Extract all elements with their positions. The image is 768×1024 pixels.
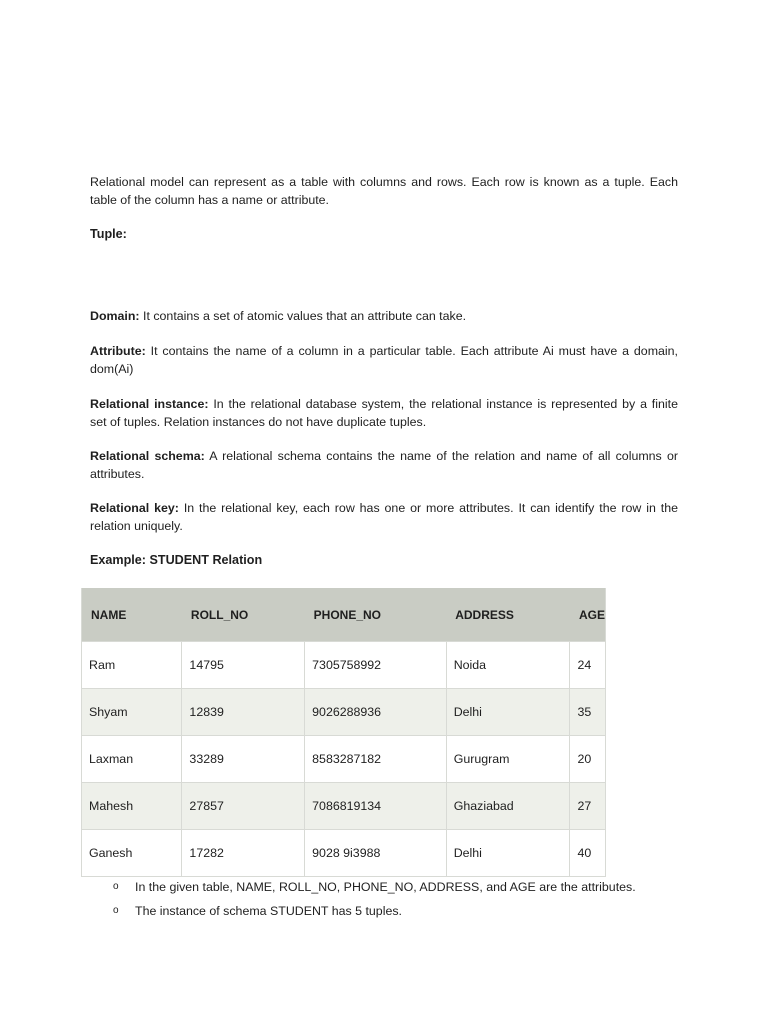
table-row	[82, 830, 606, 877]
table-row	[82, 783, 606, 830]
student-table	[81, 588, 606, 877]
bullet-text: The instance of schema STUDENT has 5 tuples.	[135, 904, 402, 918]
cell-roll-no: 12839	[182, 689, 305, 736]
domain-text: It contains a set of atomic values that an attribute can take.	[139, 309, 467, 323]
relational-schema-text: A relational schema contains the name of the relation and name of all columns or attributes.	[90, 449, 678, 481]
attribute-text: It contains the name of a column in a particular table. Each attribute Ai must have a domain, dom(Ai)	[90, 344, 678, 376]
cell-age: 20	[570, 736, 606, 783]
header-name: NAME	[82, 588, 182, 642]
relational-key-definition	[90, 499, 678, 535]
cell-phone-no: 9028 9i3988	[305, 830, 447, 877]
bullet-icon: o	[113, 905, 119, 916]
header-phone-no: PHONE_NO	[305, 588, 447, 642]
cell-address: Delhi	[446, 830, 570, 877]
attributes-bullet-list	[113, 878, 636, 926]
domain-term: Domain:	[90, 309, 140, 323]
cell-age: 24	[570, 642, 606, 689]
cell-name: Mahesh	[82, 783, 182, 830]
relational-instance-text: In the relational database system, the relational instance is represented by a finite set of tuples. Relation instances do not have duplicate tuples.	[90, 397, 678, 429]
cell-name: Ganesh	[82, 830, 182, 877]
list-item	[113, 902, 636, 926]
cell-address: Gurugram	[446, 736, 570, 783]
example-heading: Example: STUDENT Relation	[90, 553, 263, 567]
intro-paragraph: Relational model can represent as a table with columns and rows. Each row is known as a tuple. Each table of the column has a name or attribute.	[90, 175, 678, 207]
cell-age: 40	[570, 830, 606, 877]
cell-name: Ram	[82, 642, 182, 689]
cell-roll-no: 14795	[182, 642, 305, 689]
attribute-term: Attribute:	[90, 344, 146, 358]
relational-instance-term: Relational instance:	[90, 397, 209, 411]
cell-phone-no: 7305758992	[305, 642, 447, 689]
cell-address: Delhi	[446, 689, 570, 736]
relational-instance-definition	[90, 395, 678, 431]
domain-definition	[90, 307, 678, 325]
cell-phone-no: 8583287182	[305, 736, 447, 783]
cell-age: 27	[570, 783, 606, 830]
table-row	[82, 736, 606, 783]
header-roll-no: ROLL_NO	[182, 588, 305, 642]
table-row	[82, 642, 606, 689]
relational-key-term: Relational key:	[90, 501, 179, 515]
cell-age: 35	[570, 689, 606, 736]
cell-address: Noida	[446, 642, 570, 689]
relational-schema-definition	[90, 447, 678, 483]
relational-schema-term: Relational schema:	[90, 449, 205, 463]
header-age: AGE	[570, 588, 606, 642]
cell-roll-no: 17282	[182, 830, 305, 877]
cell-phone-no: 9026288936	[305, 689, 447, 736]
cell-phone-no: 7086819134	[305, 783, 447, 830]
bullet-icon: o	[113, 881, 119, 892]
relational-key-text: In the relational key, each row has one or more attributes. It can identify the row in the relation uniquely.	[90, 501, 678, 533]
list-item	[113, 878, 636, 902]
cell-address: Ghaziabad	[446, 783, 570, 830]
header-address: ADDRESS	[446, 588, 570, 642]
cell-roll-no: 27857	[182, 783, 305, 830]
table-row	[82, 689, 606, 736]
cell-roll-no: 33289	[182, 736, 305, 783]
cell-name: Laxman	[82, 736, 182, 783]
cell-name: Shyam	[82, 689, 182, 736]
attribute-definition	[90, 342, 678, 378]
tuple-heading: Tuple:	[90, 227, 127, 241]
bullet-text: In the given table, NAME, ROLL_NO, PHONE_NO, ADDRESS, and AGE are the attributes.	[135, 880, 636, 894]
table-header-row	[82, 588, 606, 642]
